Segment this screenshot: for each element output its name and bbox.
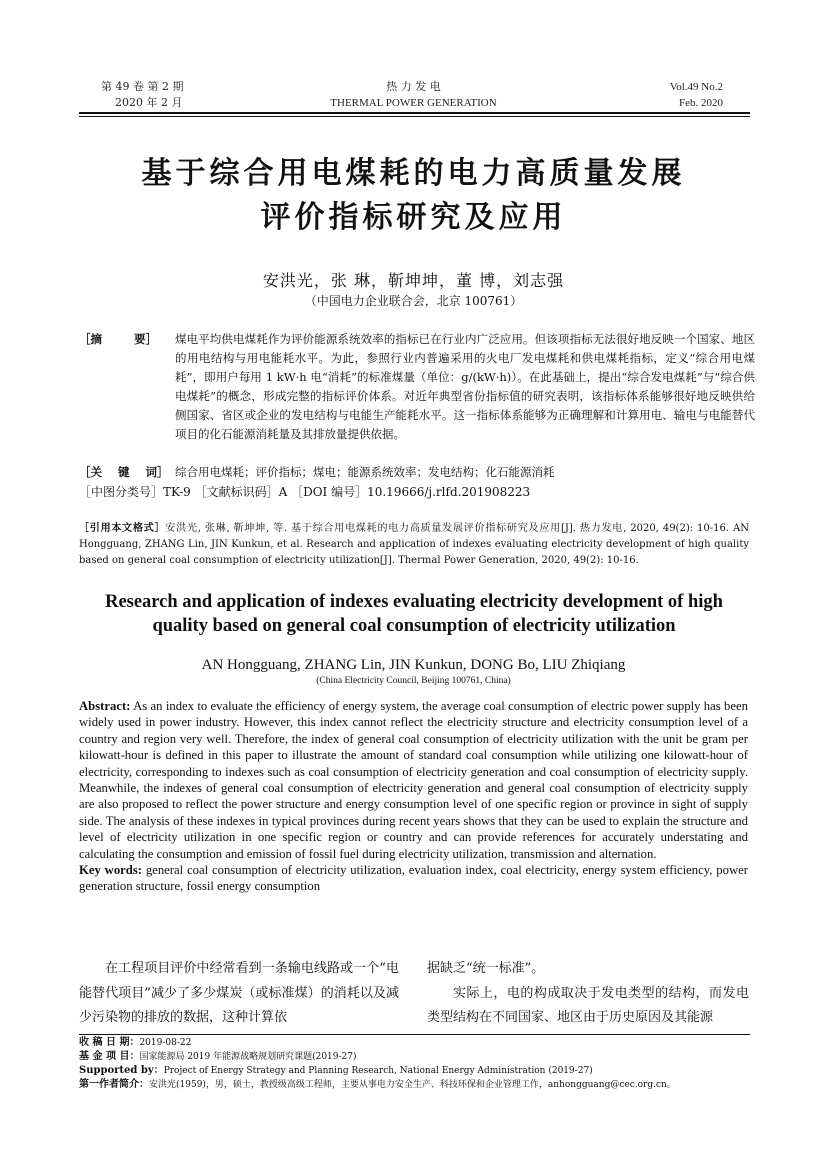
footnote-first-author <box>79 1078 769 1092</box>
journal-name-en: THERMAL POWER GENERATION <box>330 97 497 109</box>
abstract-cn-label: ［摘 要］ <box>79 332 158 346</box>
publication-date-cn: 2020 年 2 月 <box>115 96 183 109</box>
authors-en: AN Hongguang, ZHANG Lin, JIN Kunkun, DONG Bo, LIU Zhiqiang <box>201 657 626 673</box>
body-right-para1: 据缺乏“统一标准”。 <box>427 961 545 976</box>
citation-label: ［引用本文格式］ <box>79 523 166 534</box>
keywords-en-text: general coal consumption of electricity utilization, evaluation index, coal electricity, energy system efficiency, power generation structure, fossil energy consumption <box>79 863 748 894</box>
body-left-column: 在工程项目评价中经常看到一条输电线路或一个“电能替代项目”减少了多少煤炭（或标准煤）的消耗以及减少污染物的排放的数据，这种计算依 <box>79 961 399 1025</box>
footnote-fund <box>79 1050 769 1064</box>
keywords-cn-label: ［关 键 词］ <box>79 465 169 479</box>
volume-issue-en: Vol.49 No.2 <box>669 81 723 93</box>
journal-name-cn: 热 力 发 电 <box>386 80 441 93</box>
supported-label: Supported by： <box>79 1065 164 1076</box>
journal-issue-en <box>670 79 723 111</box>
abstract-en <box>79 698 748 895</box>
authors-cn: 安洪光，张 琳，靳坤坤，董 博，刘志强 <box>262 271 565 290</box>
received-date: 2019-08-22 <box>139 1038 192 1048</box>
keywords-cn-text: 综合用电煤耗；评价指标；煤电；能源系统效率；发电结构；化石能源消耗 <box>175 465 555 479</box>
classification-line: ［中图分类号］TK-9 ［文献标识码］A ［DOI 编号］10.19666/j.rlfd.201908223 <box>79 485 531 499</box>
abstract-cn <box>79 330 755 444</box>
footnote-supported <box>79 1064 769 1078</box>
keywords-cn <box>79 463 755 482</box>
footnote-rule <box>79 1034 750 1035</box>
affiliation-en: (China Electricity Council, Beijing 100761, China) <box>316 676 511 686</box>
citation <box>79 521 749 569</box>
keywords-en-label: Key words: <box>79 863 143 878</box>
publication-date-en: Feb. 2020 <box>679 97 723 109</box>
abstract-cn-text: 煤电平均供电煤耗作为评价能源系统效率的指标已在行业内广泛应用。但该项指标无法很好地反映一个国家、地区的用电结构与用电能耗水平。为此，参照行业内普遍采用的火电厂发电煤耗和供电煤耗指标，定义“综合用电煤耗”，即用户每用 1 kW·h 电“消耗”的标准煤量（单位：g/(kW·h)）。在此基础上，提出“综合发电煤耗”与“综合供电煤耗”的概念，形成完整的指标评价体系。对近年典型省份指标值的研究表明，该指标体系能够很好地反映供给侧国家、省区或企业的发电结构与电能生产能耗水平。这一指标体系能够为正确理解和计算用电、输电与电能替代项目的化石能源消耗量及其排放量提供依据。 <box>175 332 755 441</box>
volume-issue: 第 49 卷 第 2 期 <box>101 80 184 93</box>
header-rule-thin <box>79 116 750 117</box>
header-rule-thick <box>79 112 750 114</box>
first-author-label: 第一作者简介： <box>79 1079 149 1090</box>
footnote-received <box>79 1036 769 1050</box>
abstract-en-text: As an index to evaluate the efficiency of energy system, the average coal consumption of electric power supply has been widely used in power industry. However, this index cannot reflect the electricity structure and electricity consumption level of a country and region very well. Therefore, the index of general coal consumption of electricity utilization with the unit be gram per kilowatt-hour is defined in this paper to illustrate the amount of standard coal consumption while utilizing one kilowatt-hour of electricity, corresponding to indexes such as coal consumption of electricity generation and coal consumption of electricity supply. Meanwhile, the indexes of general coal consumption of electricity generation and general coal consumption of electricity supply are also proposed to reflect the power structure and energy consumption level of one specific region or province in sight of supply side. The analysis of these indexes in typical provinces during recent years shows that they can be used to explain the structure and level of electricity utilization in one specific region or country and can provide references for accurately understating and calculating the consumption and emission of fossil fuel during electricity utilization, transmission and alternation. <box>79 699 748 861</box>
paper-title-cn-line2: 评价指标研究及应用 <box>260 200 567 235</box>
received-label: 收 稿 日 期： <box>79 1037 140 1048</box>
supported-text: Project of Energy Strategy and Planning Research, National Energy Administration (2019-27) <box>163 1066 593 1076</box>
abstract-en-label: Abstract: <box>79 699 131 713</box>
fund-text: 国家能源局 2019 年能源战略规划研究课题(2019-27) <box>139 1052 357 1062</box>
paper-title-en: Research and application of indexes evaluating electricity development of high quality based on general coal consumption of electricity utilization <box>105 592 723 636</box>
citation-text: 安洪光, 张琳, 靳坤坤, 等. 基于综合用电煤耗的电力高质量发展评价指标研究及应用[J]. 热力发电, 2020, 49(2): 10-16. AN Hongguang, ZHANG Lin, JIN Kunkun, et al. Research and application of indexes evaluating electricity development of high quality based on general coal consumption of electricity utilization[J]. Thermal Power Generation, 2020, 49(2): 10-16. <box>79 523 750 566</box>
body-right-column <box>427 957 749 1031</box>
first-author-text: 安洪光(1959)，男，硕士，教授级高级工程师，主要从事电力安全生产、科技环保和企业管理工作，anhongguang@cec.org.cn。 <box>149 1080 676 1090</box>
affiliation-cn: （中国电力企业联合会，北京 100761） <box>304 294 523 308</box>
paper-title-cn-line1: 基于综合用电煤耗的电力高质量发展 <box>141 156 686 191</box>
body-right-para2: 实际上，电的构成取决于发电类型的结构，而发电类型结构在不同国家、地区由于历史原因及其能源 <box>427 985 749 1025</box>
fund-label: 基 金 项 目： <box>79 1051 140 1062</box>
